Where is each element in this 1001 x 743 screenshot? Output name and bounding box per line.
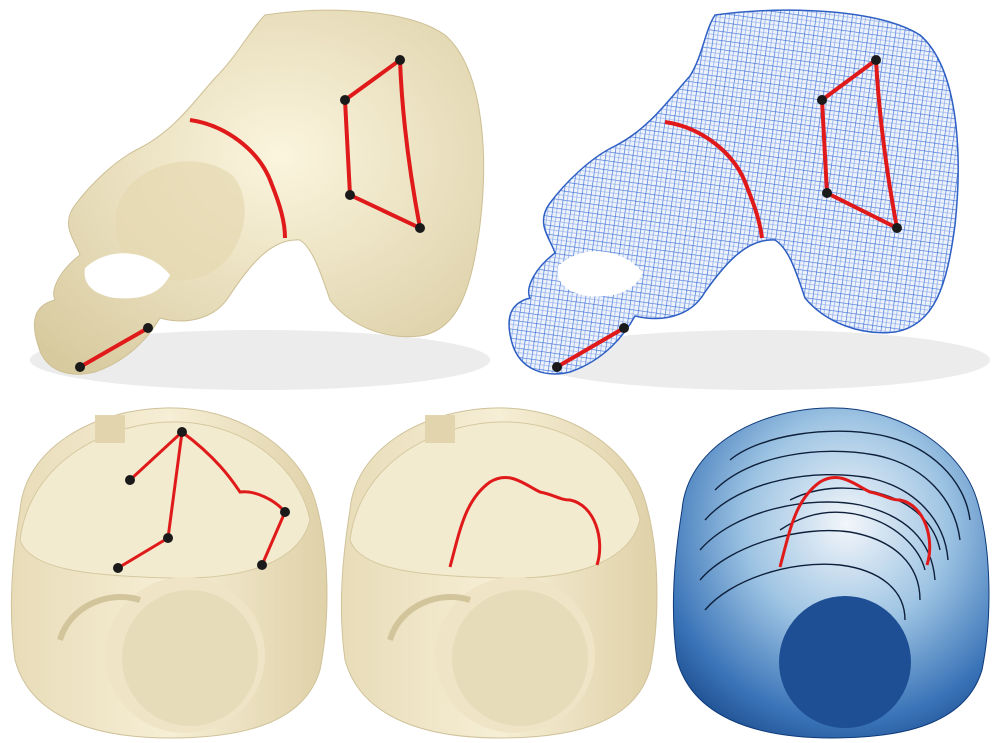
cylinder-contours-panel <box>670 400 1001 743</box>
control-point <box>552 362 562 372</box>
control-point <box>143 323 153 333</box>
cylinder-notch <box>95 415 125 443</box>
cylinder-bore <box>452 590 588 726</box>
cylinder-curve-panel <box>335 400 670 743</box>
pelvis-wireframe-panel <box>500 0 1001 400</box>
control-point <box>257 560 267 570</box>
control-point <box>619 323 629 333</box>
control-point <box>871 55 881 65</box>
control-point <box>125 475 135 485</box>
control-point <box>75 362 85 372</box>
cylinder-points-panel <box>0 400 335 743</box>
cylinder-bore <box>122 590 258 726</box>
control-point <box>345 190 355 200</box>
pelvis-plain-panel <box>0 0 500 400</box>
pelvis-shape <box>34 10 483 374</box>
control-point <box>395 55 405 65</box>
control-point <box>113 563 123 573</box>
control-point <box>415 223 425 233</box>
control-point <box>340 95 350 105</box>
control-point <box>892 223 902 233</box>
cylinder-bore <box>779 596 911 728</box>
control-point <box>822 188 832 198</box>
control-point <box>817 95 827 105</box>
control-point <box>163 533 173 543</box>
control-point <box>280 507 290 517</box>
cylinder-notch <box>425 415 455 443</box>
control-point <box>177 427 187 437</box>
